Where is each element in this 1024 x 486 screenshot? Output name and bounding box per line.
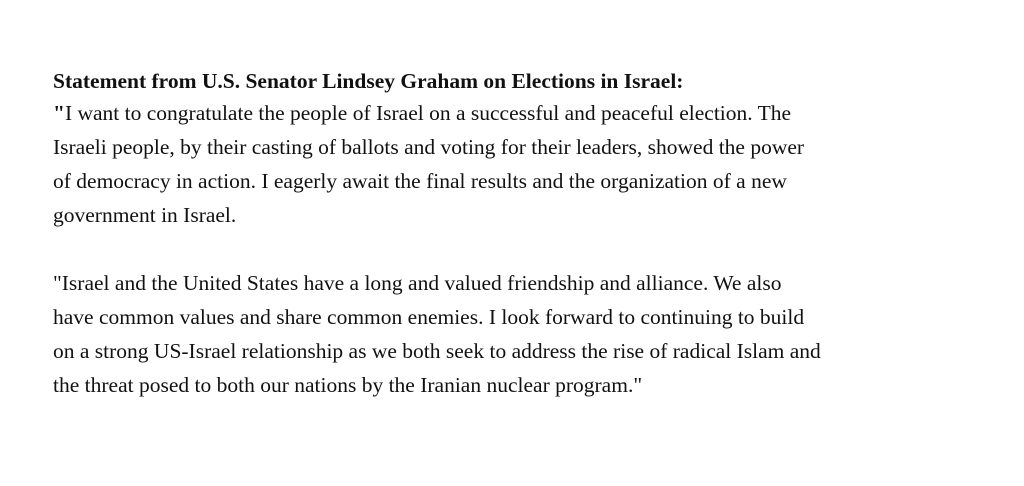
paragraph-1 [53, 96, 993, 232]
statement-title: Statement from U.S. Senator Lindsey Graham on Elections in Israel: [53, 69, 684, 93]
paragraph-2-line-4: the threat posed to both our nations by the Iranian nuclear program." [53, 373, 643, 397]
paragraph-1-line-3: of democracy in action. I eagerly await the final results and the organization of a new [53, 169, 787, 193]
statement-document [53, 66, 993, 402]
paragraph-1-line-1-text: I want to congratulate the people of Israel on a successful and peaceful election. The [64, 101, 792, 125]
paragraph-spacer [53, 232, 993, 266]
paragraph-1-line-4: government in Israel. [53, 203, 237, 227]
opening-quote-mark: " [53, 101, 65, 125]
paragraph-2-line-1: "Israel and the United States have a long and valued friendship and alliance. We also [53, 271, 782, 295]
paragraph-2-line-2: have common values and share common enemies. I look forward to continuing to build [53, 305, 805, 329]
paragraph-2 [53, 266, 993, 402]
paragraph-1-line-1 [53, 96, 993, 130]
paragraph-1-line-2: Israeli people, by their casting of ballots and voting for their leaders, showed the power [53, 135, 805, 159]
paragraph-2-line-3: on a strong US-Israel relationship as we both seek to address the rise of radical Islam and [53, 339, 821, 363]
